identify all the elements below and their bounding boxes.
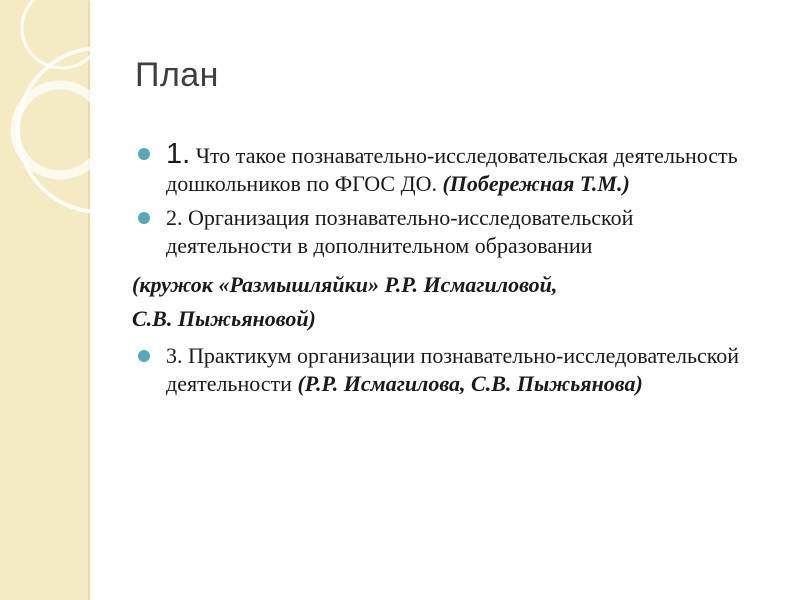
list-item-2: [120, 204, 760, 260]
list-item-1: [120, 140, 760, 198]
item-1-text: Что такое познавательно-исследовательская деятельность дошкольников по ФГОС ДО.: [166, 143, 738, 196]
continuation-line-2: С.В. Пыжьяновой): [132, 306, 316, 331]
item-3-authors: (Р.Р. Исмагилова, С.В. Пыжьянова): [297, 371, 643, 396]
deco-circle-medium: [15, 85, 105, 175]
item-3-text: 3. Практикум организации познавательно-исследовательской деятельности: [166, 343, 740, 396]
continuation-line-1: (кружок «Размышляйки» Р.Р. Исмагиловой,: [132, 272, 558, 297]
slide-title: План: [135, 56, 219, 94]
bullet-dot-icon: [138, 350, 150, 362]
bullet-dot-icon: [138, 148, 150, 160]
slide-content: [120, 140, 760, 404]
item-1-number: 1.: [166, 138, 191, 170]
list-item-3: [120, 342, 760, 398]
item-1-author: (Побережная Т.М.): [442, 171, 630, 196]
bullet-dot-icon: [138, 212, 150, 224]
item-2-text: 2. Организация познавательно-исследовательской деятельности в дополнительном образовании: [166, 205, 634, 258]
decorative-circles: [0, 0, 120, 600]
